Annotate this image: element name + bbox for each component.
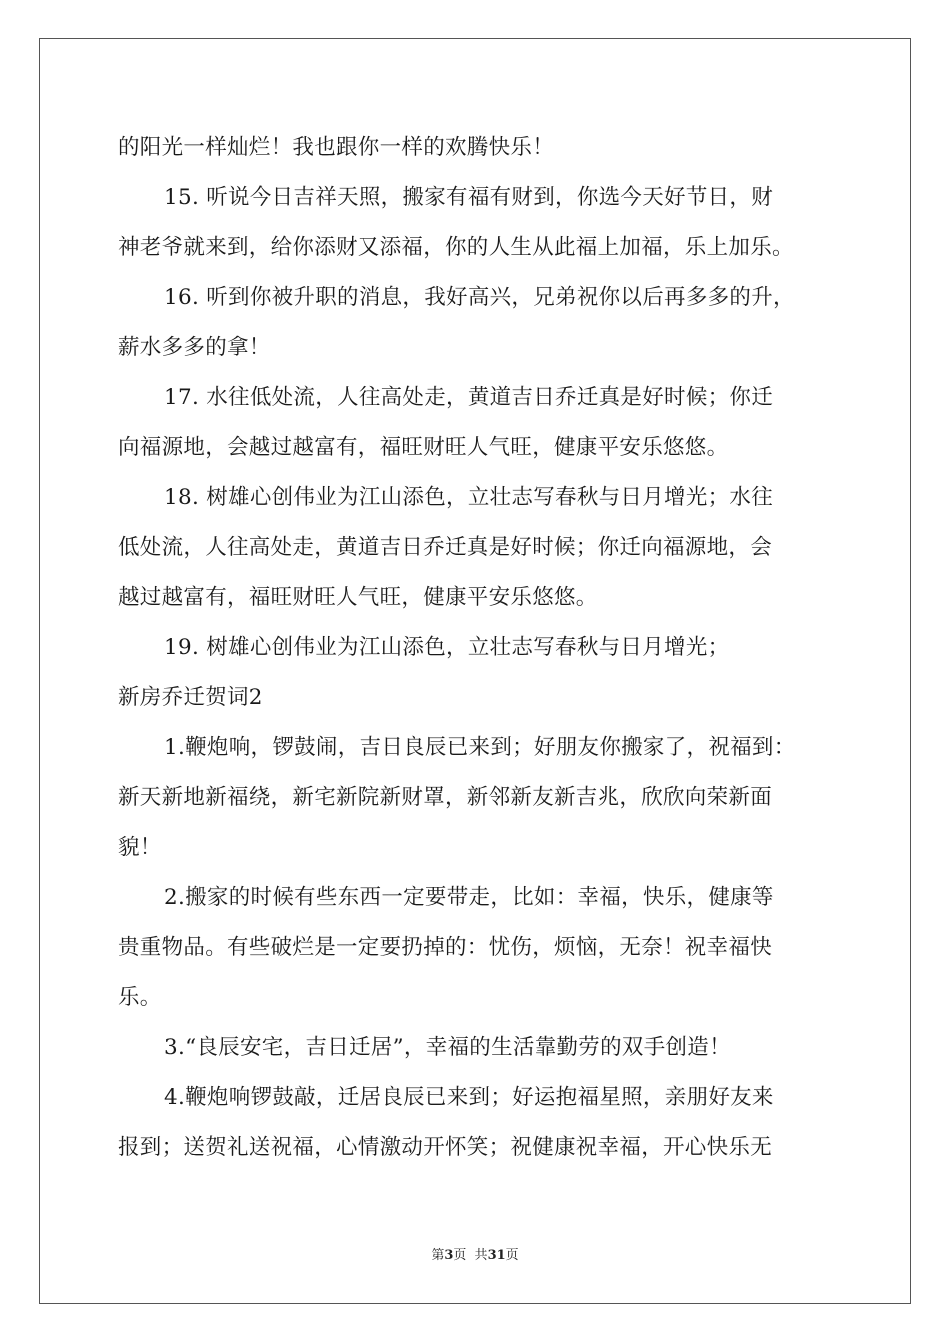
text-line-3: 神老爷就来到，给你添财又添福，你的人生从此福上加福，乐上加乐。 bbox=[118, 235, 794, 260]
footer-total-prefix: 共 bbox=[474, 1248, 488, 1263]
current-page-number: 3 bbox=[444, 1248, 454, 1263]
text-line-17: 贵重物品。有些破烂是一定要扔掉的：忧伤，烦恼，无奈！祝幸福快 bbox=[118, 935, 773, 960]
text-line-14: 新天新地新福绕，新宅新院新财罩，新邻新友新吉兆，欣欣向荣新面 bbox=[118, 785, 773, 810]
text-line-13: 1.鞭炮响，锣鼓闹，吉日良辰已来到；好朋友你搬家了，祝福到： bbox=[164, 735, 796, 760]
text-line-4: 16. 听到你被升职的消息，我好高兴，兄弟祝你以后再多多的升， bbox=[164, 285, 795, 310]
page-footer bbox=[0, 1244, 950, 1263]
footer-total-unit: 页 bbox=[505, 1248, 519, 1263]
section-heading: 新房乔迁贺词2 bbox=[118, 685, 263, 710]
text-line-10: 越过越富有，福旺财旺人气旺，健康平安乐悠悠。 bbox=[118, 585, 598, 610]
document-body bbox=[118, 128, 838, 1178]
text-line-9: 低处流，人往高处走，黄道吉日乔迁真是好时候；你迁向福源地，会 bbox=[118, 535, 773, 560]
text-line-19: 3.“良辰安宅，吉日迁居”，幸福的生活靠勤劳的双手创造！ bbox=[164, 1035, 731, 1060]
total-page-number: 31 bbox=[487, 1248, 506, 1263]
text-line-8: 18. 树雄心创伟业为江山添色，立壮志写春秋与日月增光；水往 bbox=[164, 485, 774, 510]
text-line-11: 19. 树雄心创伟业为江山添色，立壮志写春秋与日月增光； bbox=[164, 635, 730, 660]
text-line-5: 薪水多多的拿！ bbox=[118, 335, 271, 360]
text-line-7: 向福源地，会越过越富有，福旺财旺人气旺，健康平安乐悠悠。 bbox=[118, 435, 729, 460]
text-line-18: 乐。 bbox=[118, 985, 162, 1010]
footer-page-unit: 页 bbox=[453, 1248, 467, 1263]
footer-prefix: 第 bbox=[431, 1248, 445, 1263]
text-line-16: 2.搬家的时候有些东西一定要带走，比如：幸福，快乐，健康等 bbox=[164, 885, 774, 910]
text-line-21: 报到；送贺礼送祝福，心情激动开怀笑；祝健康祝幸福，开心快乐无 bbox=[118, 1135, 773, 1160]
text-line-1: 的阳光一样灿烂！我也跟你一样的欢腾快乐！ bbox=[118, 135, 555, 160]
text-line-2: 15. 听说今日吉祥天照，搬家有福有财到，你选今天好节日，财 bbox=[164, 185, 774, 210]
text-line-15: 貌！ bbox=[118, 835, 162, 860]
text-line-20: 4.鞭炮响锣鼓敲，迁居良辰已来到；好运抱福星照，亲朋好友来 bbox=[164, 1085, 774, 1110]
text-line-6: 17. 水往低处流，人往高处走，黄道吉日乔迁真是好时候；你迁 bbox=[164, 385, 774, 410]
